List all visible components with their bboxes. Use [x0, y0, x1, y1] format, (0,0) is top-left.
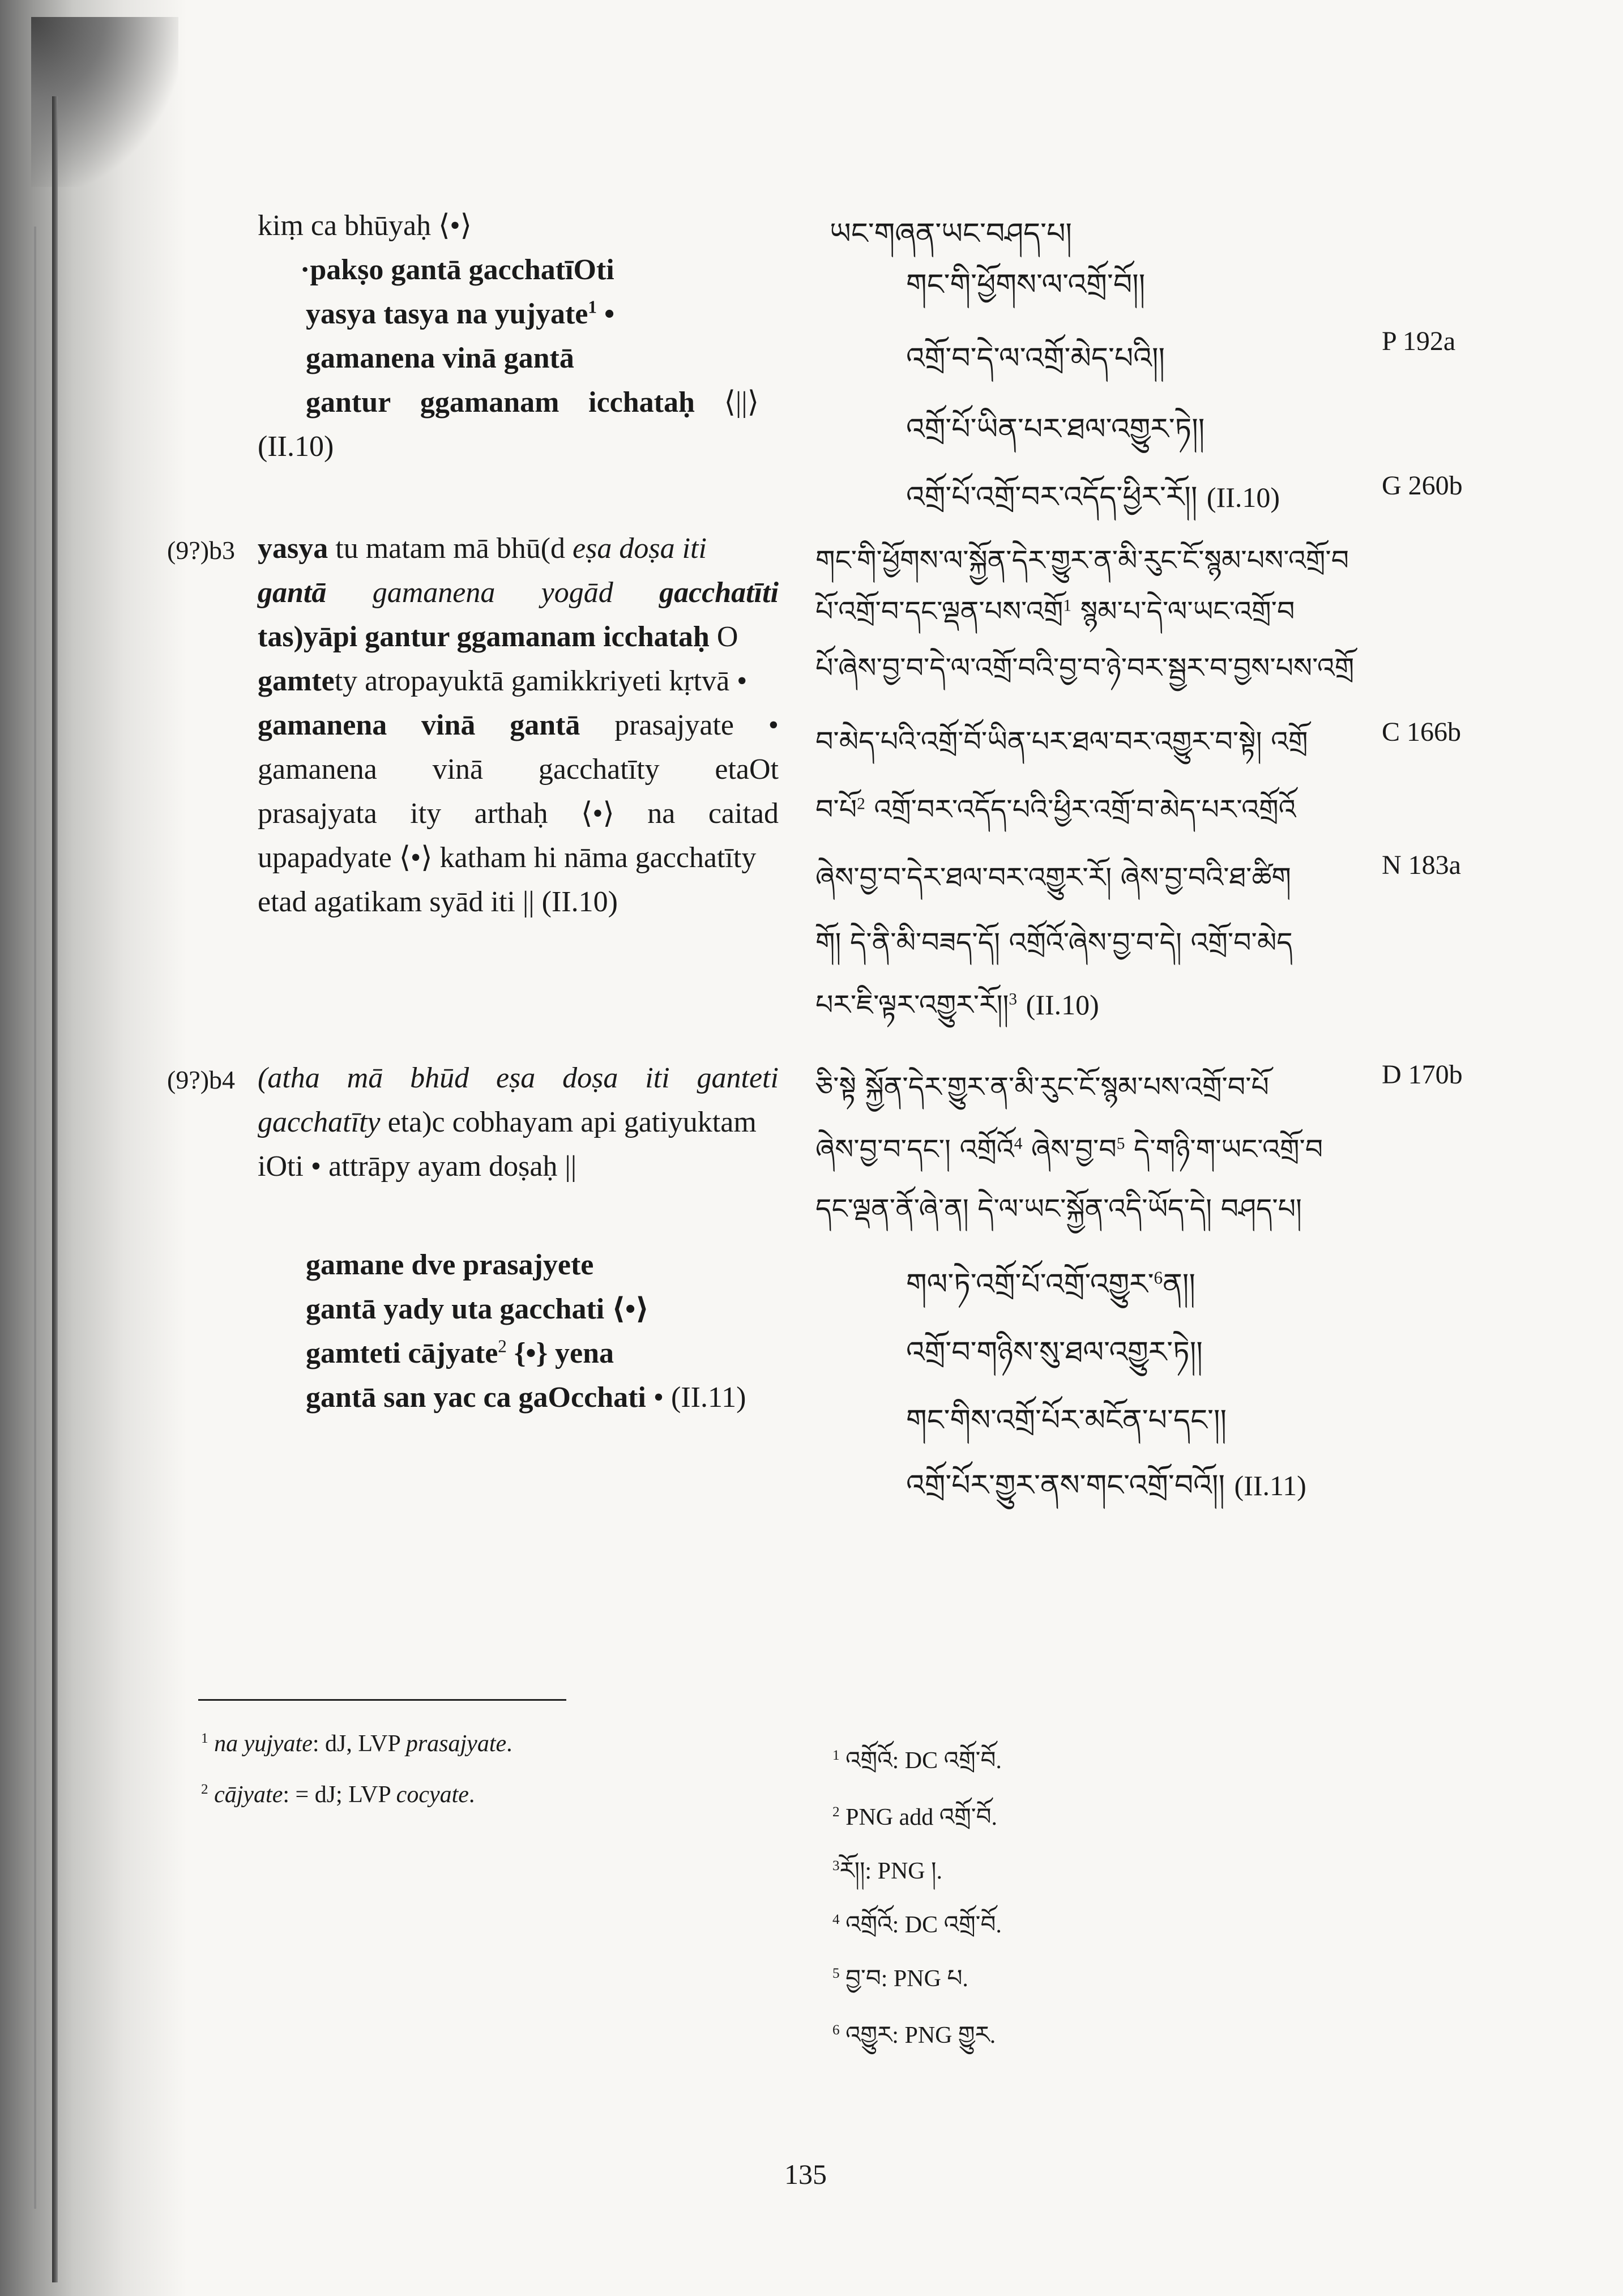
footnote-left-2	[201, 1781, 475, 1808]
b3-l7-w2: ity	[410, 797, 442, 830]
b4-l1-w2: mā	[347, 1062, 383, 1094]
b3-l7-w1: prasajyata	[258, 797, 377, 830]
tibetan-b3-l6-a: ཞེས་བྱ་བ་དེར་ཐལ་བར་འགྱུར་རོ།	[815, 861, 1112, 894]
verse-10-word-1: gantur	[306, 386, 391, 419]
tibetan-b4-l2-c: དེ་གཉི་ག་ཡང་འགྲོ་བ	[1134, 1133, 1323, 1166]
tibetan-b3-l8-a: པར་ཇི་ལྟར་འགྱུར་རོ།།	[815, 989, 1009, 1021]
b3-l7-w3: arthaḥ	[474, 797, 548, 830]
b4-line-3: iOti • attrāpy ayam doṣaḥ ||	[258, 1150, 577, 1183]
page-number: 135	[784, 2158, 827, 2190]
tibetan-verse-10-line-2: འགྲོ་བ་དེ་ལ་འགྲོ་མེད་པའི།།	[906, 342, 1165, 375]
tibetan-verse-10-line-1: གང་གི་ཕྱོགས་ལ་འགྲོ་བོ།།	[906, 268, 1146, 302]
tibetan-b3-line-1: གང་གི་ཕྱོགས་ལ་སྐྱོན་དེར་གྱུར་ན་མི་རུང་ངོ་སྙམ་པས་འགྲོ་བ	[815, 544, 1349, 577]
b3-line-4: gamtety atropayuktā gamikkriyeti kṛtvā •	[258, 665, 748, 697]
fn-r4-a: འགྲོའོ	[845, 1910, 892, 1938]
verse-11-line-3	[306, 1331, 614, 1376]
fn-r5-a: བྱ་བ	[845, 1964, 881, 1992]
b3-line-1: yasya tu matam mā bhū(d eṣa doṣa iti	[258, 532, 707, 565]
tibetan-footnote-ref-6: 6	[1154, 1268, 1163, 1288]
edition-ref-d: D 170b	[1382, 1060, 1463, 1090]
edition-ref-n: N 183a	[1382, 850, 1461, 880]
b3-l2-w4: gacchatīti	[659, 577, 779, 609]
b3-l2-w3: yogād	[541, 577, 613, 609]
b4-l1-w3: bhūd	[410, 1062, 469, 1094]
footnote-left-1-end: .	[506, 1731, 512, 1757]
b4-l1-w6: iti	[645, 1062, 670, 1094]
tibetan-v10-l4-text: འགྲོ་པོ་འགྲོ་བར་འདོད་ཕྱིར་རོ།།	[906, 480, 1198, 514]
b3-l6-w3: gacchatīty	[538, 753, 660, 786]
tibetan-footnote-ref-3: 3	[1009, 990, 1018, 1009]
tibetan-b4-line-3: དང་ལྡན་ནོ་ཞེ་ན། དེ་ལ་ཡང་སྐྱོན་འདི་ཡོད་དེ། བཤད་པ།	[815, 1193, 1302, 1225]
b3-l7-w4: ⟨•⟩	[581, 797, 614, 830]
spine-line	[52, 96, 58, 2282]
b3-l3-a: tas)yāpi gantur ggamanam icchataḥ	[258, 621, 710, 653]
verse-10-line-2	[306, 292, 614, 336]
fn-r5-d: .	[962, 1966, 968, 1992]
b4-line-1	[258, 1056, 779, 1100]
footnote-left-1-alt: prasajyate	[405, 1731, 507, 1757]
verse-10-word-3: icchataḥ	[588, 386, 695, 419]
verse-10-line-4	[306, 381, 759, 425]
tibetan-b3-number: (II.10)	[1026, 989, 1099, 1021]
footnote-left-1-num: 1	[201, 1731, 208, 1746]
tibetan-b3-l2-a: པོ་འགྲོ་བ་དང་ལྡན་པས་འགྲོ	[815, 595, 1064, 628]
b4-l1-w4: eṣa	[496, 1062, 536, 1094]
verse-10-line-2-text: yasya tasya na yujyate	[306, 298, 588, 330]
fn-r3-b: : PNG	[865, 1858, 932, 1884]
tibetan-b3-line-8	[815, 974, 1099, 1052]
folio-label-b3: (9?)b3	[167, 536, 236, 565]
spine-edge	[34, 227, 36, 2209]
edition-ref-g: G 260b	[1382, 471, 1463, 501]
fn-r5-c: པ	[947, 1964, 963, 1992]
fn-r2-d: .	[991, 1804, 998, 1830]
footnote-rule	[198, 1699, 566, 1701]
fn-r3-c: །	[931, 1857, 937, 1884]
footnote-left-2-term: cājyate	[214, 1782, 283, 1808]
footnote-left-2-alt: cocyate	[396, 1782, 469, 1808]
tibetan-footnote-ref-1: 1	[1063, 596, 1072, 615]
tibetan-b3-l5-b: འགྲོ་བར་འདོད་པའི་ཕྱིར་འགྲོ་བ་མེད་པར་འགྲོའོ	[874, 793, 1296, 826]
tibetan-b4-l2-a: ཞེས་བྱ་བ་དང་། འགྲོའོ	[815, 1133, 1014, 1166]
fn-r6-c: གྱུར	[958, 2021, 990, 2049]
edition-ref-p: P 192a	[1382, 326, 1456, 356]
fn-r1-c: འགྲོ་བོ	[943, 1746, 996, 1774]
b3-l6-w1: gamanena	[258, 753, 377, 786]
fn-r2-a: PNG add	[845, 1804, 939, 1830]
footnote-left-1-term: na yujyate	[214, 1731, 313, 1757]
book-gutter	[0, 0, 187, 2296]
fn-r1-b: : DC	[892, 1748, 944, 1774]
tibetan-b3-line-5	[815, 779, 1296, 857]
tibetan-b3-l5-a: བ་པོ	[815, 793, 857, 826]
fn-r6-b: : PNG	[892, 2022, 958, 2049]
fn-r2-num: 2	[832, 1804, 840, 1820]
tibetan-b3-l6-b: ཞེས་བྱ་བའི་ཐ་ཚིག	[1120, 861, 1291, 894]
fn-r1-a: འགྲོའོ	[845, 1746, 892, 1774]
verse-11-line-4-num: • (II.11)	[646, 1381, 746, 1414]
fn-r1-num: 1	[832, 1748, 840, 1763]
verse-10-number: (II.10)	[258, 430, 334, 463]
tibetan-v11-l4-text: འགྲོ་པོར་གྱུར་ནས་གང་འགྲོ་བའོ།།	[906, 1469, 1225, 1503]
footnote-left-1-rest: : dJ, LVP	[312, 1731, 406, 1757]
fn-r6-d: .	[989, 2022, 996, 2049]
b3-l5-w4: prasajyate	[614, 709, 734, 741]
b3-l2-w2: gamanena	[372, 577, 496, 609]
tibetan-footnote-ref-2: 2	[857, 795, 865, 813]
b3-l6-w4: etaOt	[715, 753, 779, 786]
verse-11-line-2: gantā yady uta gacchati ⟨•⟩	[306, 1293, 649, 1325]
fn-r1-d: .	[996, 1748, 1002, 1774]
tibetan-b3-line-3: པོ་ཞེས་བྱ་བ་དེ་ལ་འགྲོ་བའི་བྱ་བ་ཉེ་བར་སྦྱར་བ་བྱས་པས་འགྲོ	[815, 652, 1355, 684]
b3-line-7	[258, 792, 779, 836]
fn-r6-num: 6	[832, 2022, 840, 2038]
tibetan-b4-l2-b: ཞེས་བྱ་བ	[1031, 1133, 1117, 1166]
fn-r5-num: 5	[832, 1966, 840, 1981]
b3-l7-w6: caitad	[708, 797, 779, 830]
b3-l6-w2: vinā	[432, 753, 484, 786]
b3-line-3: tas)yāpi gantur ggamanam icchataḥ O	[258, 621, 738, 653]
tibetan-b4-l1-b: སྐྱོན་དེར་གྱུར་ན་མི་རུང་ངོ་སྙམ་པས་འགྲོ་བ་པོ	[865, 1071, 1269, 1103]
b3-l5-w2: vinā	[421, 709, 476, 741]
fn-r5-b: : PNG	[881, 1966, 947, 1992]
b3-l5-w5: •	[768, 709, 779, 741]
b3-l7-w5: na	[647, 797, 676, 830]
tibetan-v11-l1-a: གལ་ཏེ་འགྲོ་པོ་འགྲོ་འགྱུར་	[906, 1268, 1154, 1301]
tibetan-footnote-ref-4: 4	[1014, 1134, 1023, 1153]
b4-line-2: gacchatīty eta)c cobhayam api gatiyuktam	[258, 1106, 757, 1138]
tibetan-verse-11-line-4	[906, 1453, 1306, 1535]
fn-r3-a: རོ།།	[839, 1857, 865, 1884]
tibetan-v11-l1-b: ན།།	[1163, 1268, 1195, 1301]
verse-10-line-2-end: •	[596, 298, 615, 330]
fn-r4-b: : DC	[892, 1912, 944, 1938]
verse-11-line-3-end: {•} yena	[506, 1337, 614, 1369]
fn-r4-num: 4	[832, 1912, 840, 1927]
b3-l2-w1: gantā	[258, 577, 327, 609]
fn-r2-c: འགྲོ་བོ	[939, 1803, 992, 1830]
verse-11-line-4	[306, 1376, 746, 1420]
tibetan-v11-number: (II.11)	[1234, 1470, 1306, 1501]
fn-r4-c: འགྲོ་བོ	[943, 1910, 996, 1938]
b3-l5-w1: gamanena	[258, 709, 387, 741]
tibetan-verse-11-line-2: འགྲོ་བ་གཉིས་སུ་ཐལ་འགྱུར་ཏེ།།	[906, 1335, 1203, 1369]
verse-11-line-4-text: gantā san yac ca gaOcchati	[306, 1381, 646, 1414]
verse-10-line-3: gamanena vinā gantā	[306, 342, 574, 374]
b3-line-9: etad agatikam syād iti || (II.10)	[258, 886, 618, 918]
folio-label-b4: (9?)b4	[167, 1065, 236, 1094]
b4-l2-a: gacchatīty	[258, 1106, 381, 1138]
tibetan-intro: ཡང་གཞན་ཡང་བཤད་པ།	[830, 217, 1072, 251]
b3-l1-a: yasya	[258, 532, 328, 565]
fn-r3-d: .	[936, 1858, 942, 1884]
fn-r3-num: 3	[832, 1858, 840, 1873]
fn-r4-d: .	[996, 1912, 1002, 1938]
verse-10-word-2: ggamanam	[420, 386, 559, 419]
sanskrit-intro: kiṃ ca bhūyaḥ ⟨•⟩	[258, 210, 472, 242]
tibetan-b3-l4-b: འགྲོ	[1271, 725, 1308, 758]
fn-r6-a: འགྱུར	[845, 2021, 892, 2049]
b4-l1-w5: doṣa	[562, 1062, 618, 1094]
tibetan-b4-l1-a: ཅི་སྟེ	[815, 1071, 857, 1103]
footnote-left-1	[201, 1730, 512, 1757]
b3-l1-b: eṣa doṣa iti	[573, 532, 707, 565]
footnote-left-2-num: 2	[201, 1782, 208, 1797]
edition-ref-c: C 166b	[1382, 717, 1462, 747]
footnote-left-2-end: .	[468, 1782, 475, 1808]
verse-11-line-3-text: gamteti cājyate	[306, 1337, 498, 1369]
b3-line-5	[258, 703, 779, 748]
tibetan-verse-11-line-3: གང་གིས་འགྲོ་པོར་མངོན་པ་དང་།།	[906, 1403, 1227, 1437]
b4-l1-w1: (atha	[258, 1062, 320, 1094]
tibetan-footnote-ref-5: 5	[1116, 1134, 1125, 1153]
b3-line-6	[258, 748, 779, 792]
tibetan-b3-line-4	[815, 711, 1308, 789]
b4-l1-w7: ganteti	[697, 1062, 779, 1094]
tibetan-verse-10-line-3: འགྲོ་པོ་ཡིན་པར་ཐལ་འགྱུར་ཏེ།།	[906, 412, 1205, 446]
tibetan-b3-line-7: གོ། དེ་ནི་མི་བཟད་དོ། འགྲོའོ་ཞེས་བྱ་བ་དེ། འགྲོ་བ་མེད	[815, 927, 1293, 959]
verse-10-line-1: ·pakṣo gantā gacchatīOti	[300, 254, 614, 286]
footnote-ref-2: 2	[498, 1336, 507, 1356]
b3-line-8: upapadyate ⟨•⟩ katham hi nāma gacchatīty	[258, 842, 757, 874]
b3-l5-w3: gantā	[510, 709, 580, 741]
verse-11-line-1: gamane dve prasajyete	[306, 1249, 594, 1281]
tibetan-b3-l4-a: བ་མེད་པའི་འགྲོ་བོ་ཡིན་པར་ཐལ་བར་འགྱུར་བ་སྟེ།	[815, 725, 1262, 758]
tibetan-v10-number: (II.10)	[1206, 481, 1280, 513]
footnote-right-6	[832, 2008, 996, 2075]
footnote-ref-1: 1	[588, 297, 597, 317]
footnote-left-2-rest: : = dJ; LVP	[283, 1782, 396, 1808]
verse-10-danda: ⟨||⟩	[724, 386, 759, 419]
b3-l4-a: gamte	[258, 665, 335, 697]
b3-line-2	[258, 571, 779, 615]
tibetan-b3-l2-b: སྙམ་པ་དེ་ལ་ཡང་འགྲོ་བ	[1080, 595, 1295, 628]
